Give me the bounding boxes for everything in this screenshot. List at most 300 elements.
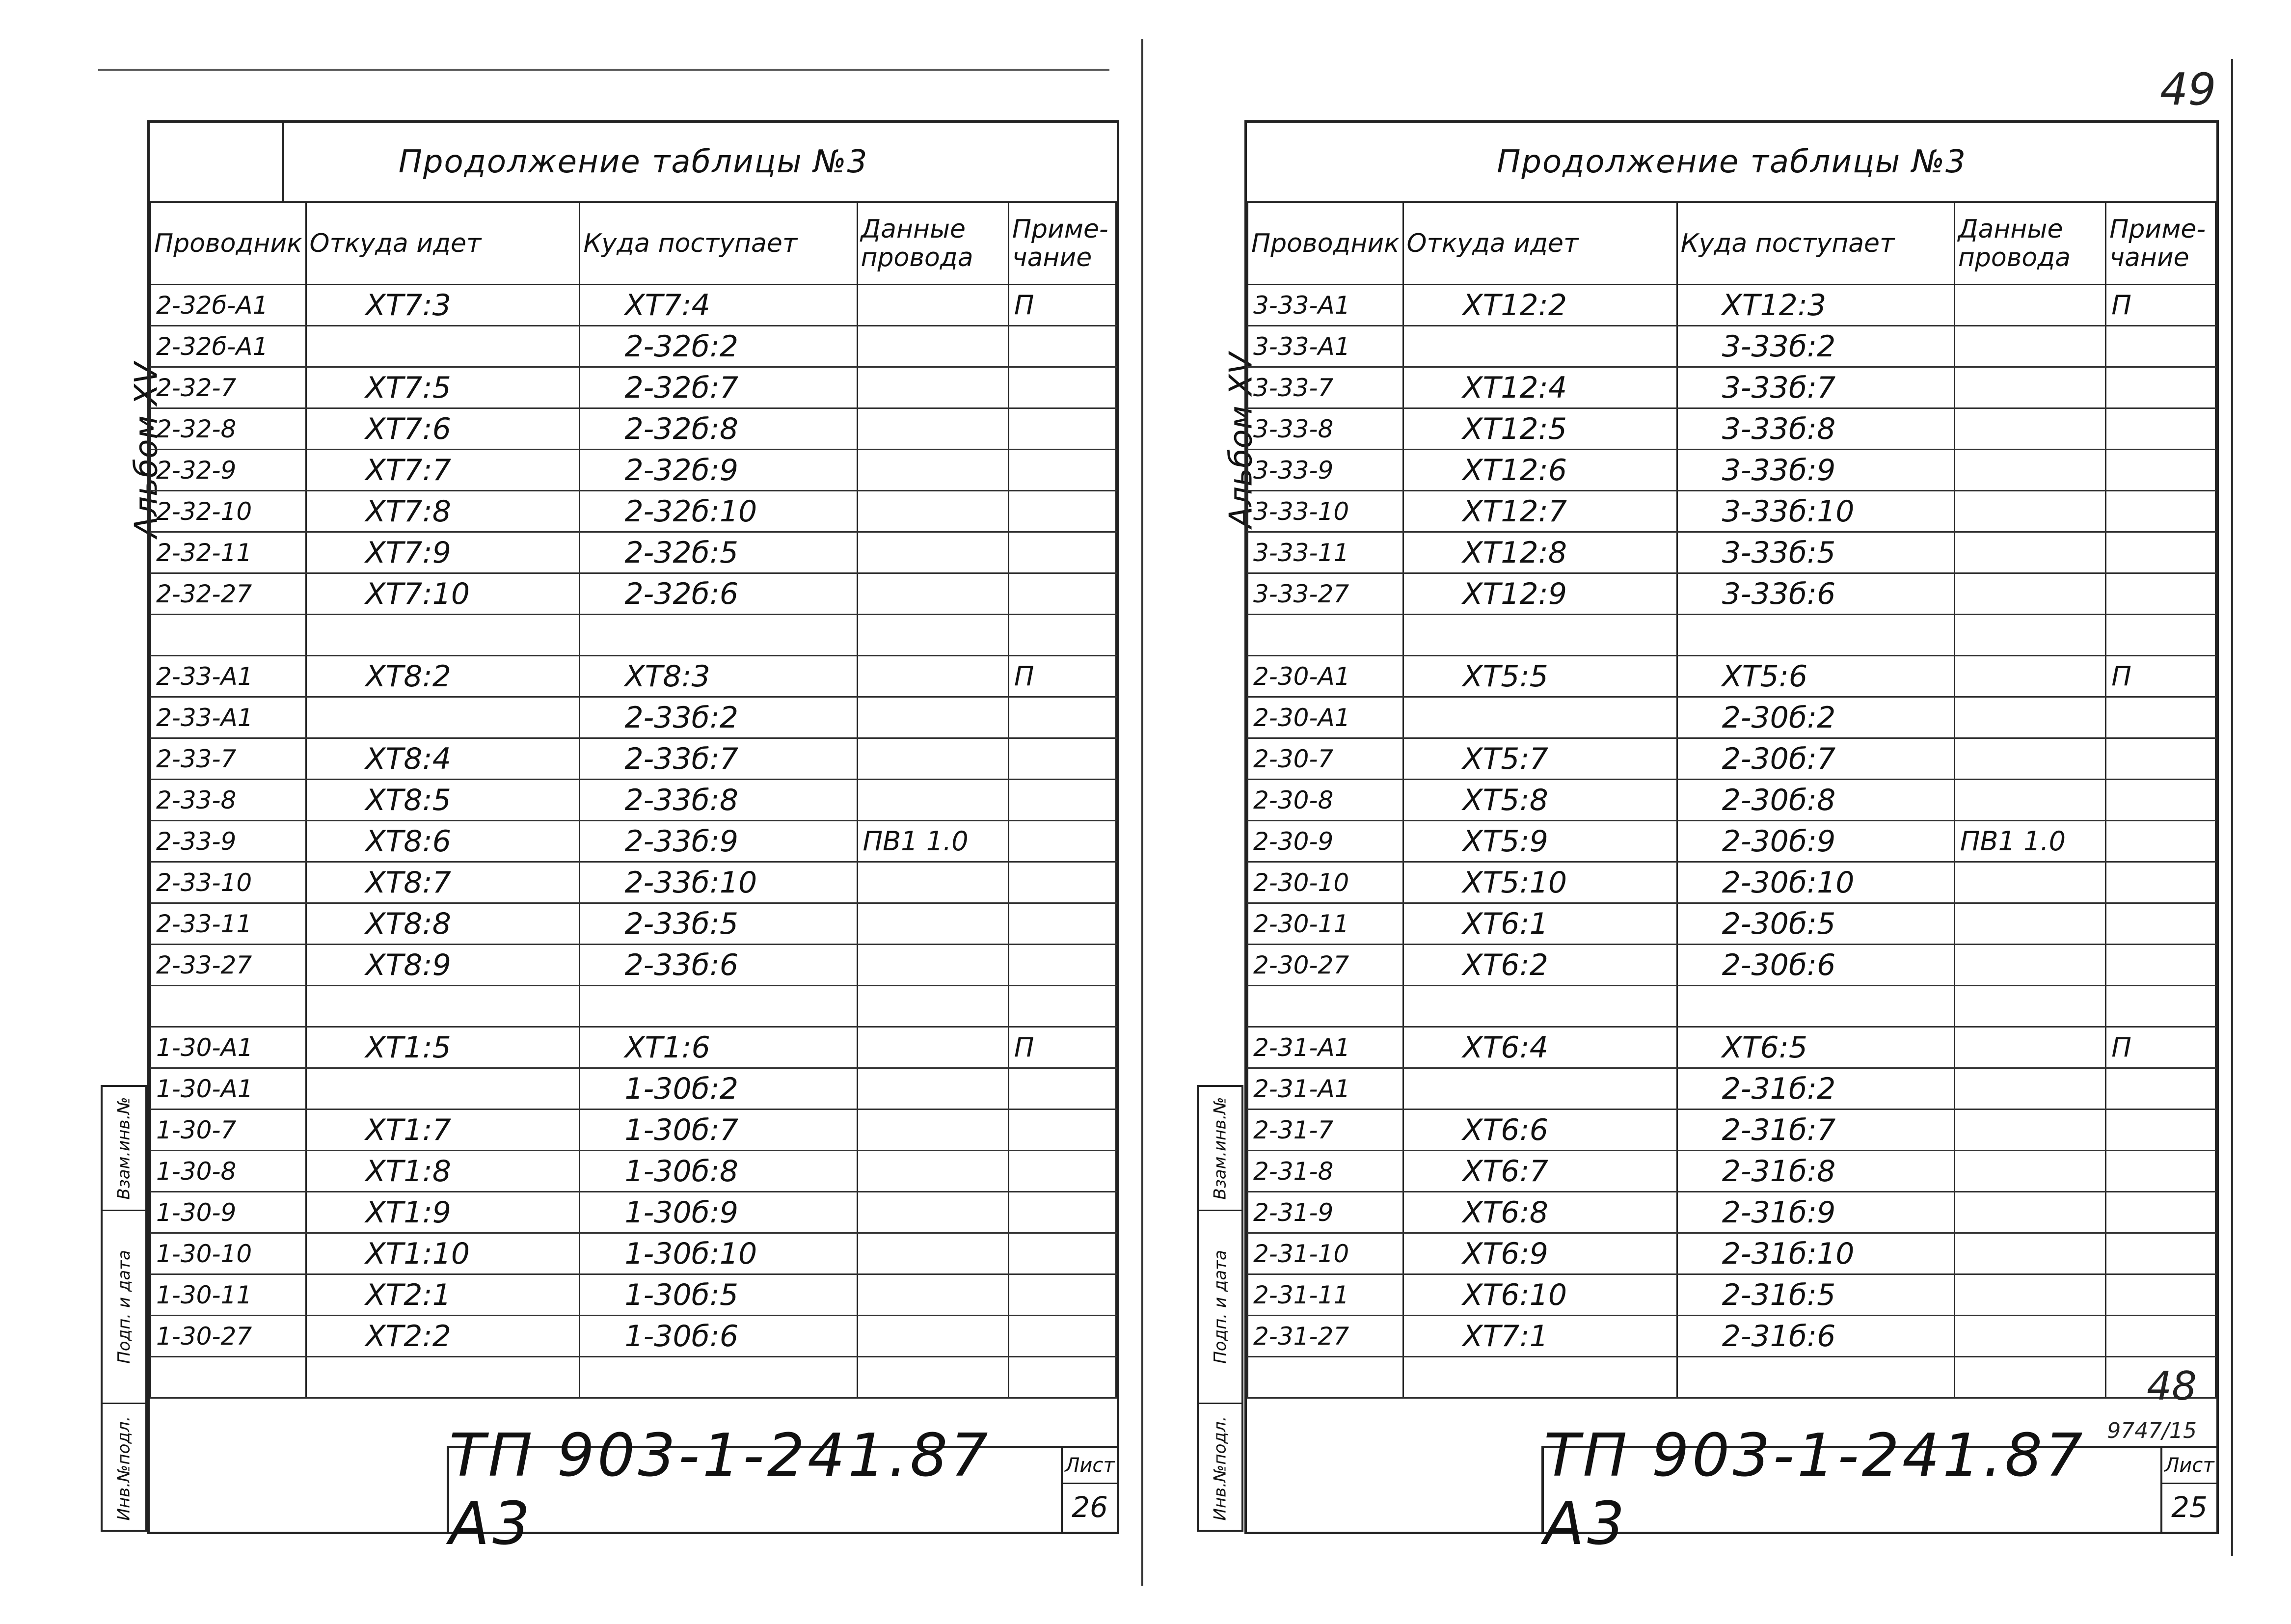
cell-from: ХТ8:7 (306, 862, 580, 903)
cell-data (857, 697, 1008, 738)
header-row (151, 202, 1116, 285)
cell-note (2106, 1274, 2216, 1316)
cell-note (1008, 738, 1116, 780)
cell-data (1954, 862, 2105, 903)
table-row (151, 1151, 1116, 1192)
cell-data (857, 1274, 1008, 1316)
cell-note (1008, 532, 1116, 573)
side-margin-left (101, 1085, 147, 1532)
cell-to: 2-31б:2 (1677, 1068, 1954, 1110)
cell-from: ХТ1:8 (306, 1151, 580, 1192)
cell-to: 1-30б:2 (580, 1068, 857, 1110)
cell-data (1954, 738, 2105, 780)
header-wire: Проводник (151, 202, 306, 285)
margin-cell-replace (1199, 1087, 1241, 1211)
cell-to: 3-33б:10 (1677, 491, 1954, 532)
cell-from: ХТ8:2 (306, 656, 580, 697)
cell-note (1008, 1151, 1116, 1192)
cell-to: 3-33б:7 (1677, 367, 1954, 408)
cell-from (1403, 986, 1677, 1027)
cell-wire: 3-33-11 (1248, 532, 1403, 573)
cell-to: ХТ6:5 (1677, 1027, 1954, 1068)
header-data: Данные провода (857, 202, 1008, 285)
page-marker: 48 (2147, 1363, 2197, 1409)
cell-data (1954, 326, 2105, 367)
margin-cell-inv (1199, 1404, 1241, 1533)
cell-from: ХТ7:5 (306, 367, 580, 408)
sheet-number: 26 (1072, 1490, 1108, 1524)
cell-to (580, 1357, 857, 1398)
title-text: Продолжение таблицы №3 (398, 144, 868, 180)
cell-from: ХТ8:9 (306, 945, 580, 986)
table-row (1248, 945, 2216, 986)
header-row (1248, 202, 2216, 285)
cell-from (1403, 326, 1677, 367)
table-row (1248, 697, 2216, 738)
cell-note (2106, 903, 2216, 945)
cell-to: 2-30б:7 (1677, 738, 1954, 780)
cell-data (857, 903, 1008, 945)
cell-wire (1248, 1357, 1403, 1398)
cell-note (1008, 986, 1116, 1027)
cell-wire: 2-32-8 (151, 408, 306, 450)
cell-note (1008, 821, 1116, 862)
cell-to: 1-30б:6 (580, 1316, 857, 1357)
cell-note (2106, 1233, 2216, 1274)
cell-note (2106, 326, 2216, 367)
doc-reference: 9747/15 (2107, 1418, 2197, 1443)
cell-data (1954, 903, 2105, 945)
cell-from (306, 615, 580, 656)
album-label-right: Альбом XV (1223, 352, 1260, 528)
table-row (151, 1233, 1116, 1274)
table-row (151, 573, 1116, 615)
top-edge-line (98, 69, 1109, 71)
cell-note (2106, 697, 2216, 738)
cell-to: 3-33б:2 (1677, 326, 1954, 367)
cell-wire (1248, 615, 1403, 656)
cell-to: ХТ8:3 (580, 656, 857, 697)
cell-data (1954, 573, 2105, 615)
cell-note (1008, 1274, 1116, 1316)
table-row (151, 1316, 1116, 1357)
cell-from (1403, 697, 1677, 738)
cell-from: ХТ2:1 (306, 1274, 580, 1316)
cell-to: 2-30б:8 (1677, 780, 1954, 821)
cell-note (2106, 367, 2216, 408)
cell-to: ХТ5:6 (1677, 656, 1954, 697)
cell-data (857, 1110, 1008, 1151)
cell-note (1008, 697, 1116, 738)
cell-from: ХТ1:5 (306, 1027, 580, 1068)
stamp-code: ТП 903-1-241.87 А3 (449, 1422, 991, 1558)
cell-from: ХТ5:10 (1403, 862, 1677, 903)
album-label-left: Альбом XV (128, 362, 165, 538)
cell-wire: 3-33-10 (1248, 491, 1403, 532)
cell-from (306, 1068, 580, 1110)
sheet-number: 25 (2171, 1490, 2208, 1524)
cell-data (857, 1192, 1008, 1233)
table-row (1248, 615, 2216, 656)
cell-wire: 1-30-11 (151, 1274, 306, 1316)
cell-from: ХТ6:7 (1403, 1151, 1677, 1192)
cell-wire: 2-31-9 (1248, 1192, 1403, 1233)
cell-to (580, 986, 857, 1027)
cell-to: 2-33б:10 (580, 862, 857, 903)
table-row (1248, 780, 2216, 821)
cell-data (1954, 656, 2105, 697)
table-row (1248, 862, 2216, 903)
cell-data: ПВ1 1.0 (1954, 821, 2105, 862)
cell-wire: 2-32-7 (151, 367, 306, 408)
header-to: Куда поступает (580, 202, 857, 285)
cell-to (1677, 615, 1954, 656)
cell-from (306, 986, 580, 1027)
cell-data (1954, 1357, 2105, 1398)
cell-note (2106, 821, 2216, 862)
cell-wire: 3-33-27 (1248, 573, 1403, 615)
cell-from: ХТ5:9 (1403, 821, 1677, 862)
cell-note (1008, 450, 1116, 491)
cell-data (857, 1357, 1008, 1398)
cell-to: 3-33б:5 (1677, 532, 1954, 573)
header-from: Откуда идет (306, 202, 580, 285)
cell-wire: 2-33-А1 (151, 656, 306, 697)
cell-to: ХТ7:4 (580, 285, 857, 326)
cell-wire: 2-30-7 (1248, 738, 1403, 780)
cell-data (857, 450, 1008, 491)
table-row (1248, 1233, 2216, 1274)
cell-note (2106, 615, 2216, 656)
table-row (151, 1274, 1116, 1316)
cell-to: 2-31б:7 (1677, 1110, 1954, 1151)
cell-note (2106, 986, 2216, 1027)
cell-to: ХТ12:3 (1677, 285, 1954, 326)
cell-from: ХТ12:4 (1403, 367, 1677, 408)
cell-wire: 1-30-8 (151, 1151, 306, 1192)
cell-from (1403, 1357, 1677, 1398)
cell-data (857, 945, 1008, 986)
table-row (151, 1068, 1116, 1110)
cell-to: 2-33б:9 (580, 821, 857, 862)
cell-wire: 2-33-11 (151, 903, 306, 945)
cell-note (2106, 532, 2216, 573)
cell-wire: 2-31-10 (1248, 1233, 1403, 1274)
table-title-left (150, 123, 1117, 203)
table-row (1248, 491, 2216, 532)
cell-note (2106, 1192, 2216, 1233)
cell-wire: 3-33-А1 (1248, 326, 1403, 367)
cell-wire: 2-32б-А1 (151, 326, 306, 367)
cell-to: 2-31б:10 (1677, 1233, 1954, 1274)
cell-data (857, 780, 1008, 821)
table-row (1248, 1110, 2216, 1151)
cell-data (857, 656, 1008, 697)
cell-note (2106, 1110, 2216, 1151)
cell-note (1008, 573, 1116, 615)
cell-from: ХТ12:9 (1403, 573, 1677, 615)
cell-from: ХТ7:6 (306, 408, 580, 450)
table-row (151, 408, 1116, 450)
table-row (1248, 1316, 2216, 1357)
margin-cell-sign (1199, 1211, 1241, 1404)
table-row (151, 1357, 1116, 1398)
cell-from: ХТ8:8 (306, 903, 580, 945)
cell-note: П (1008, 285, 1116, 326)
cell-from: ХТ12:7 (1403, 491, 1677, 532)
cell-from (306, 1357, 580, 1398)
cell-from: ХТ8:6 (306, 821, 580, 862)
table-row (1248, 285, 2216, 326)
cell-note: П (2106, 285, 2216, 326)
cell-data (857, 1068, 1008, 1110)
cell-data (1954, 1233, 2105, 1274)
cell-data (1954, 986, 2105, 1027)
cell-data (857, 491, 1008, 532)
cell-note (2106, 738, 2216, 780)
table-row (151, 367, 1116, 408)
cell-wire: 2-32-11 (151, 532, 306, 573)
corner-page-number: 49 (2160, 64, 2216, 115)
cell-from: ХТ12:8 (1403, 532, 1677, 573)
cell-to: 2-32б:9 (580, 450, 857, 491)
cell-wire: 3-33-9 (1248, 450, 1403, 491)
table-row (1248, 367, 2216, 408)
table-row (151, 450, 1116, 491)
stamp-code: ТП 903-1-241.87 А3 (1544, 1422, 2086, 1558)
cell-data (1954, 1027, 2105, 1068)
cell-wire: 1-30-10 (151, 1233, 306, 1274)
cell-note (1008, 945, 1116, 986)
margin-cell-sign (103, 1211, 145, 1404)
cell-wire: 2-31-27 (1248, 1316, 1403, 1357)
cell-to (580, 615, 857, 656)
cell-wire: 2-30-27 (1248, 945, 1403, 986)
cell-from: ХТ7:9 (306, 532, 580, 573)
table-row (151, 862, 1116, 903)
cell-wire (1248, 986, 1403, 1027)
cell-to: 2-33б:6 (580, 945, 857, 986)
cell-wire: 2-31-А1 (1248, 1027, 1403, 1068)
sheet-label: Лист (2162, 1448, 2216, 1484)
cell-data (1954, 945, 2105, 986)
cell-data (857, 367, 1008, 408)
cell-to: 1-30б:5 (580, 1274, 857, 1316)
cell-note (1008, 1068, 1116, 1110)
cell-from (1403, 615, 1677, 656)
table-row (151, 656, 1116, 697)
header-data: Данные провода (1954, 202, 2105, 285)
cell-to: 2-32б:6 (580, 573, 857, 615)
cell-wire (151, 1357, 306, 1398)
cell-note (2106, 1151, 2216, 1192)
cell-to: 2-32б:8 (580, 408, 857, 450)
cell-note (2106, 408, 2216, 450)
cell-from: ХТ6:4 (1403, 1027, 1677, 1068)
cell-from: ХТ6:2 (1403, 945, 1677, 986)
table-row (151, 491, 1116, 532)
cell-to: 2-33б:2 (580, 697, 857, 738)
cell-to: 2-31б:6 (1677, 1316, 1954, 1357)
cell-wire: 2-30-9 (1248, 821, 1403, 862)
cell-data (1954, 408, 2105, 450)
cell-from (1403, 1068, 1677, 1110)
cell-data (857, 326, 1008, 367)
cell-wire: 3-33-А1 (1248, 285, 1403, 326)
cell-wire: 1-30-7 (151, 1110, 306, 1151)
cell-data (1954, 491, 2105, 532)
table-row (1248, 738, 2216, 780)
cell-from: ХТ6:1 (1403, 903, 1677, 945)
cell-to: 2-33б:7 (580, 738, 857, 780)
cell-wire: 1-30-27 (151, 1316, 306, 1357)
cell-wire: 2-32-10 (151, 491, 306, 532)
cell-note (1008, 615, 1116, 656)
table-row (1248, 1192, 2216, 1233)
cell-from: ХТ7:7 (306, 450, 580, 491)
cell-from: ХТ12:5 (1403, 408, 1677, 450)
cell-from (306, 326, 580, 367)
cell-note (1008, 780, 1116, 821)
header-from: Откуда идет (1403, 202, 1677, 285)
cell-to: 1-30б:7 (580, 1110, 857, 1151)
cell-wire: 2-33-А1 (151, 697, 306, 738)
cell-data (1954, 1151, 2105, 1192)
cell-data (1954, 1110, 2105, 1151)
cell-from: ХТ1:10 (306, 1233, 580, 1274)
side-margin-right (1197, 1085, 1243, 1532)
cell-data (1954, 1274, 2105, 1316)
cell-data (857, 1233, 1008, 1274)
table-row (151, 697, 1116, 738)
cell-wire: 1-30-А1 (151, 1027, 306, 1068)
cell-to: 2-32б:2 (580, 326, 857, 367)
cell-to (1677, 986, 1954, 1027)
header-note: Приме-чание (1008, 202, 1116, 285)
cell-data (857, 573, 1008, 615)
table-row (151, 780, 1116, 821)
sheet-left (147, 120, 1119, 1558)
cell-wire: 2-33-10 (151, 862, 306, 903)
cell-note: П (1008, 1027, 1116, 1068)
sheet-number-box-left (1061, 1448, 1117, 1532)
cell-data (1954, 1192, 2105, 1233)
cell-to: 1-30б:10 (580, 1233, 857, 1274)
cell-wire: 2-32б-А1 (151, 285, 306, 326)
cell-data: ПВ1 1.0 (857, 821, 1008, 862)
cell-data (857, 615, 1008, 656)
table-row (1248, 986, 2216, 1027)
cell-to: 2-31б:9 (1677, 1192, 1954, 1233)
cell-from: ХТ12:2 (1403, 285, 1677, 326)
cell-to: 2-31б:5 (1677, 1274, 1954, 1316)
cell-note (1008, 862, 1116, 903)
cell-from (306, 697, 580, 738)
table-row (1248, 821, 2216, 862)
cell-to: 2-33б:8 (580, 780, 857, 821)
cell-wire: 2-33-8 (151, 780, 306, 821)
cell-note: П (2106, 656, 2216, 697)
cell-wire: 2-30-10 (1248, 862, 1403, 903)
table-row (1248, 1151, 2216, 1192)
cell-from: ХТ7:3 (306, 285, 580, 326)
cell-wire: 2-31-8 (1248, 1151, 1403, 1192)
wire-table-right (1247, 201, 2216, 1399)
cell-data (857, 738, 1008, 780)
table-row (151, 285, 1116, 326)
cell-to: 3-33б:8 (1677, 408, 1954, 450)
right-edge-line (2231, 59, 2233, 1556)
table-row (151, 1192, 1116, 1233)
table-row (151, 1027, 1116, 1068)
cell-from: ХТ5:7 (1403, 738, 1677, 780)
cell-from: ХТ7:1 (1403, 1316, 1677, 1357)
margin-label: Подп. и дата (114, 1250, 134, 1364)
cell-wire: 2-30-11 (1248, 903, 1403, 945)
title-text: Продолжение таблицы №3 (1497, 144, 1967, 180)
sheet-number-box-right (2160, 1448, 2216, 1532)
margin-cell-inv (103, 1404, 145, 1533)
cell-note (2106, 862, 2216, 903)
table-row (1248, 1357, 2216, 1398)
cell-note: П (2106, 1027, 2216, 1068)
table-row (1248, 450, 2216, 491)
table-row (151, 532, 1116, 573)
table-row (1248, 1068, 2216, 1110)
table-row (151, 821, 1116, 862)
cell-from: ХТ7:10 (306, 573, 580, 615)
cell-from: ХТ2:2 (306, 1316, 580, 1357)
table-row (151, 1110, 1116, 1151)
cell-note (1008, 408, 1116, 450)
cell-data (1954, 450, 2105, 491)
table-row (1248, 1027, 2216, 1068)
cell-to: ХТ1:6 (580, 1027, 857, 1068)
cell-to: 2-30б:9 (1677, 821, 1954, 862)
margin-cell-replace (103, 1087, 145, 1211)
table-title-right (1247, 123, 2216, 203)
table-row (151, 903, 1116, 945)
sheet-right (1244, 120, 2219, 1558)
cell-to: 2-30б:5 (1677, 903, 1954, 945)
cell-wire: 2-33-9 (151, 821, 306, 862)
cell-from: ХТ6:6 (1403, 1110, 1677, 1151)
margin-label: Взам.инв.№ (1210, 1097, 1230, 1200)
wire-table-left (150, 201, 1117, 1399)
margin-label: Подп. и дата (1210, 1250, 1230, 1364)
cell-wire: 2-33-27 (151, 945, 306, 986)
cell-data (1954, 615, 2105, 656)
cell-to: 3-33б:6 (1677, 573, 1954, 615)
cell-to: 2-32б:10 (580, 491, 857, 532)
cell-note (1008, 903, 1116, 945)
cell-from: ХТ1:9 (306, 1192, 580, 1233)
cell-note (2106, 573, 2216, 615)
table-row (151, 738, 1116, 780)
cell-wire: 2-30-8 (1248, 780, 1403, 821)
table-row (1248, 573, 2216, 615)
cell-from: ХТ5:8 (1403, 780, 1677, 821)
cell-from: ХТ1:7 (306, 1110, 580, 1151)
cell-note (1008, 1110, 1116, 1151)
cell-wire: 1-30-А1 (151, 1068, 306, 1110)
cell-to: 1-30б:9 (580, 1192, 857, 1233)
cell-note (1008, 326, 1116, 367)
cell-data (1954, 697, 2105, 738)
cell-wire (151, 986, 306, 1027)
title-block-stamp-left (447, 1422, 1117, 1558)
cell-note (1008, 367, 1116, 408)
